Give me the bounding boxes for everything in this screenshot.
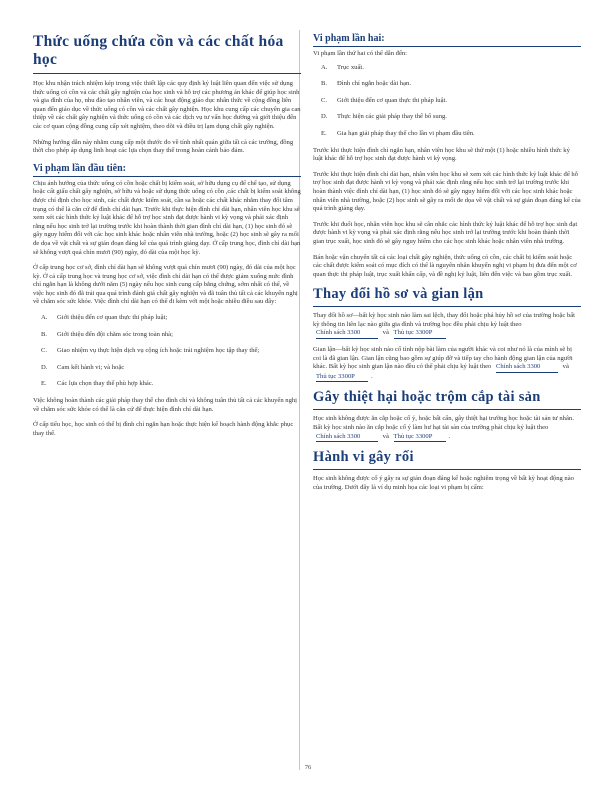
right-paragraph-2: Trước khi thực hiện đình chỉ dài hạn, nhân viên học khu sẽ xem xét các hình thức kỷ luật khác để hỗ trợ học sinh đạt được hành vi kỳ vọng và phải xác định rằng nếu học sinh trở lại trường trước khi hoàn thành việc đình chỉ dài hạn, (1) học sinh đó sẽ gây nguy hiểm đối với các học sinh khác hoặc nhân viên nhà trường, hoặc (2) học sinh sẽ gây ra mối đe dọa về vật chất và sự gián đoạn đáng kể của quá trình giảng dạy. (313, 170, 581, 213)
first-offense-paragraph-1: Chịu ảnh hưởng của thức uống có cồn hoặc chất bị kiểm soát, sở hữu dụng cụ để chế tạo, sử dụng hoặc cất giấu chất gây nghiện, sở hữu và hoặc sử dụng thức uống có cồn ,các chất bị kiểm soát không được chỉ định cho học sinh, các chất được kiểm soát, cần sa hoặc các chất khác nhằm thay đổi tâm trạng có thể là căn cứ để đình chỉ dài hạn. Trước khi thực hiện đình chỉ dài hạn, nhân viên học khu sẽ xem xét các hình thức kỷ luật khác để hỗ trợ học sinh đạt được hành vi kỳ vọng và phải xác định rằng nếu học sinh trở lại trường trước khi hoàn thành thời gian đình chỉ dài hạn, (1) học sinh đó sẽ gây nguy hiểm đối với các học sinh khác hoặc nhân viên nhà trường, hoặc (2) học sinh sẽ gây ra mối đe dọa về vật chất và sự gián đoạn đáng kể của quá trình giảng dạy. Ở cấp trung học, đình chỉ dài hạn sẽ không vượt quá chín mươi (90) ngày, đó dài của một học kỳ. (33, 179, 301, 256)
list-text: Giới thiệu đến cơ quan thực thi pháp luật. (337, 96, 447, 104)
second-offense-intro: Vi phạm lần thứ hai có thể dẫn đến: (313, 50, 407, 57)
cheating-paragraph (313, 346, 581, 382)
procedure-link[interactable]: Thủ tục 3300P (394, 433, 446, 443)
list-item (313, 64, 581, 73)
first-offense-options (33, 314, 301, 389)
section-title-property: Gây thiệt hại hoặc trộm cắp tài sản (313, 389, 581, 410)
left-column (33, 33, 301, 445)
records-paragraph (313, 312, 581, 339)
first-offense-paragraph-2: Ở cấp trung học cơ sở, đình chỉ dài hạn sẽ không vượt quá chín mươi (90) ngày, đó dài của một học kỳ. Ở cả cấp trung học và trung học cơ sở, việc đình chỉ dài hạn có thể được giảm xuống mức đình chỉ ngắn hạn là không dưới năm (5) ngày nếu học sinh cung cấp bằng chứng, sớm nhất có thể, về việc học sinh đó đã trải qua quá trình đánh giá chất gây nghiện và đã tuân thủ tất cả các khuyến nghị về chăm sóc sức khỏe. Việc đình chỉ dài hạn có thể đi kèm với một hoặc nhiều điều sau đây: (33, 264, 298, 306)
intro-paragraph-1: Học khu nhận trách nhiệm kép trong việc thiết lập các quy định kỷ luật liên quan đến việc sử dụng thức uống có cồn và các chất gây nghiện của học sinh và hỗ trợ các phương án khác để giúp học sinh và gia đình của họ, nhu đào tạo nhân viên, và các hoạt động giáo dục nhân thức về cộng đồng liên quan đến giáo dục về thức uống có cồn và các chất gây nghiện. Học khu cung cấp các chuyên gia can thiệp về các chất gây nghiện và thức uống có cồn và các dịch vụ tư vấn học đường và giới thiệu đến các cơ quan cộng đồng cung cấp xét nghiệm, theo dõi và điều trị lạm dụng chất gây nghiện. (33, 80, 301, 130)
list-text: Đình chỉ ngắn hoặc dài hạn. (337, 80, 411, 88)
list-key: D. (321, 113, 328, 121)
list-text: Các lựa chọn thay thế phù hợp khác. (57, 380, 154, 388)
right-paragraph-3: Trước khi đuổi học, nhân viên học khu sẽ cân nhắc các hình thức kỷ luật khác để hỗ trợ học sinh đạt được hành vi kỳ vọng và phải xác định rằng nếu học sinh trở lại trường trước khi hoàn thành thời gian trục xuất, học sinh đó sẽ gây nguy hiểm cho các học sinh khác hoặc nhân viên nhà trường. (313, 220, 578, 245)
list-key: C. (321, 96, 328, 104)
right-paragraph-1: Trước khi thực hiện đình chỉ ngắn hạn, nhân viên học khu sẽ thử một (1) hoặc nhiều hình thức kỷ luật khác để hỗ trợ học sinh đạt được hành vi kỳ vọng. (313, 146, 570, 163)
right-column (313, 33, 581, 499)
and-text: và (382, 432, 389, 440)
closing-paragraph-1: Việc không hoàn thành các giải pháp thay thế cho đình chỉ và không tuân thủ tất cả các khuyến nghị về chăm sóc sức khỏe có thể là căn cứ để thực hiện đình chỉ dài hạn. (33, 397, 298, 413)
cheating-text: Gian lận—bất kỳ học sinh nào cố tình nộp bài làm của người khác và coi như nó là của mình sẽ bị coi là đã gian lận. Gian lận cũng bao gồm sự giúp đỡ và tiếp tay cho hành động gian lận của người khác. Bất kỳ học sinh gian lận nào đều có thể phải chịu kỷ luật theo (313, 346, 573, 371)
policy-link[interactable]: Chính sách 3300 (496, 363, 558, 373)
policy-link[interactable]: Chính sách 3300 (316, 329, 378, 339)
section-title-disruptive: Hành vi gây rối (313, 449, 581, 470)
list-key: C. (41, 347, 48, 355)
disruptive-paragraph: Học sinh không được cố ý gây ra sự gián đoạn đáng kể hoặc nghiêm trọng về bất kỳ hoạt động nào của trường. Dưới đây là ví dụ minh họa các loại vi phạm bị cấm: (313, 475, 574, 491)
list-key: B. (321, 80, 328, 88)
list-key: E. (41, 380, 47, 388)
page-number: 76 (304, 764, 312, 771)
list-item (313, 130, 581, 139)
second-offense-heading: Vi phạm lần hai: (313, 33, 581, 47)
list-item (33, 314, 301, 323)
procedure-link[interactable]: Thủ tục 3300P (316, 373, 368, 383)
list-item (313, 80, 581, 89)
closing-paragraph-2: Ở cấp tiểu học, học sinh có thể bị đình chỉ ngắn hạn hoặc thực hiện kế hoạch hành động khắc phục thay thế. (33, 421, 294, 437)
list-text: Thực hiện các giải pháp thay thế bổ sung. (337, 113, 447, 121)
period-text: . (371, 372, 373, 380)
list-item (313, 97, 581, 106)
procedure-link[interactable]: Thủ tục 3300P (394, 329, 446, 339)
list-text: Giới thiệu đến đội chăm sóc trong toàn nhà; (57, 330, 173, 338)
list-text: Trục xuất. (337, 63, 364, 71)
list-item (33, 331, 301, 340)
records-text: Thay đổi hồ sơ—bất kỳ học sinh nào làm sai lệch, thay đổi hoặc phá hủy hồ sơ của trường hoặc bất kỳ thông tin liên lạc nào giữa gia đình và trường học đều phải chịu kỷ luật theo (313, 312, 575, 328)
list-item (313, 113, 581, 122)
policy-link[interactable]: Chính sách 3300 (316, 433, 378, 443)
section-title-records: Thay đổi hồ sơ và gian lận (313, 286, 581, 307)
and-text: và (562, 363, 569, 371)
period-text: . (448, 432, 451, 440)
and-text: và (382, 329, 389, 337)
property-text: Học sinh không được ăn cắp hoặc cố ý, hoặc bất cẩn, gây thiệt hại trường học hoặc tài sản tư nhân. Bất kỳ học sinh nào ăn cắp hoặc cố ý làm hư hại tài sản của trường phải chịu kỷ luật theo (313, 415, 574, 432)
list-item (33, 364, 301, 373)
section-title-alcohol: Thức uống chứa cồn và các chất hóa học (33, 33, 301, 74)
list-item (33, 347, 301, 356)
property-paragraph (313, 415, 581, 442)
intro-paragraph-2: Những hướng dẫn này nhằm cung cấp một thước đo về tính nhất quán giữa tất cả các trường, đồng thời cho phép áp dụng linh hoạt các lựa chọn thay thế trong hoàn cảnh bảo đảm. (33, 138, 294, 155)
list-text: Giới thiệu đến cơ quan thực thi pháp luật; (57, 314, 168, 322)
list-key: B. (41, 330, 48, 338)
list-key: D. (41, 363, 48, 371)
list-text: Giao nhiệm vụ thực hiện dịch vụ cộng ích hoặc trải nghiệm học tập thay thế; (57, 347, 260, 355)
first-offense-heading: Vi phạm lần đầu tiên: (33, 163, 301, 177)
list-key: E. (321, 129, 327, 137)
list-key: A. (321, 63, 328, 71)
right-paragraph-4: Bán hoặc vận chuyển tất cả các loại chất gây nghiện, thức uống có cồn, các chất bị kiểm soát hoặc các chất được kiểm soát có mục đích có thể là nguyên nhân khuyến nghị vi phạm bị đưa đến một cơ quan thực thi pháp luật, trục xuất khẩn cấp, và đề nghị kỷ luật, liên đến việc và bao gồm trục xuất. (313, 253, 577, 278)
second-offense-options (313, 64, 581, 139)
list-item (33, 380, 301, 389)
list-text: Gia hạn giải pháp thay thế cho lần vi phạm đầu tiên. (337, 129, 475, 137)
list-text: Cam kết hành vi; và hoặc (57, 363, 125, 371)
list-key: A. (41, 314, 48, 322)
